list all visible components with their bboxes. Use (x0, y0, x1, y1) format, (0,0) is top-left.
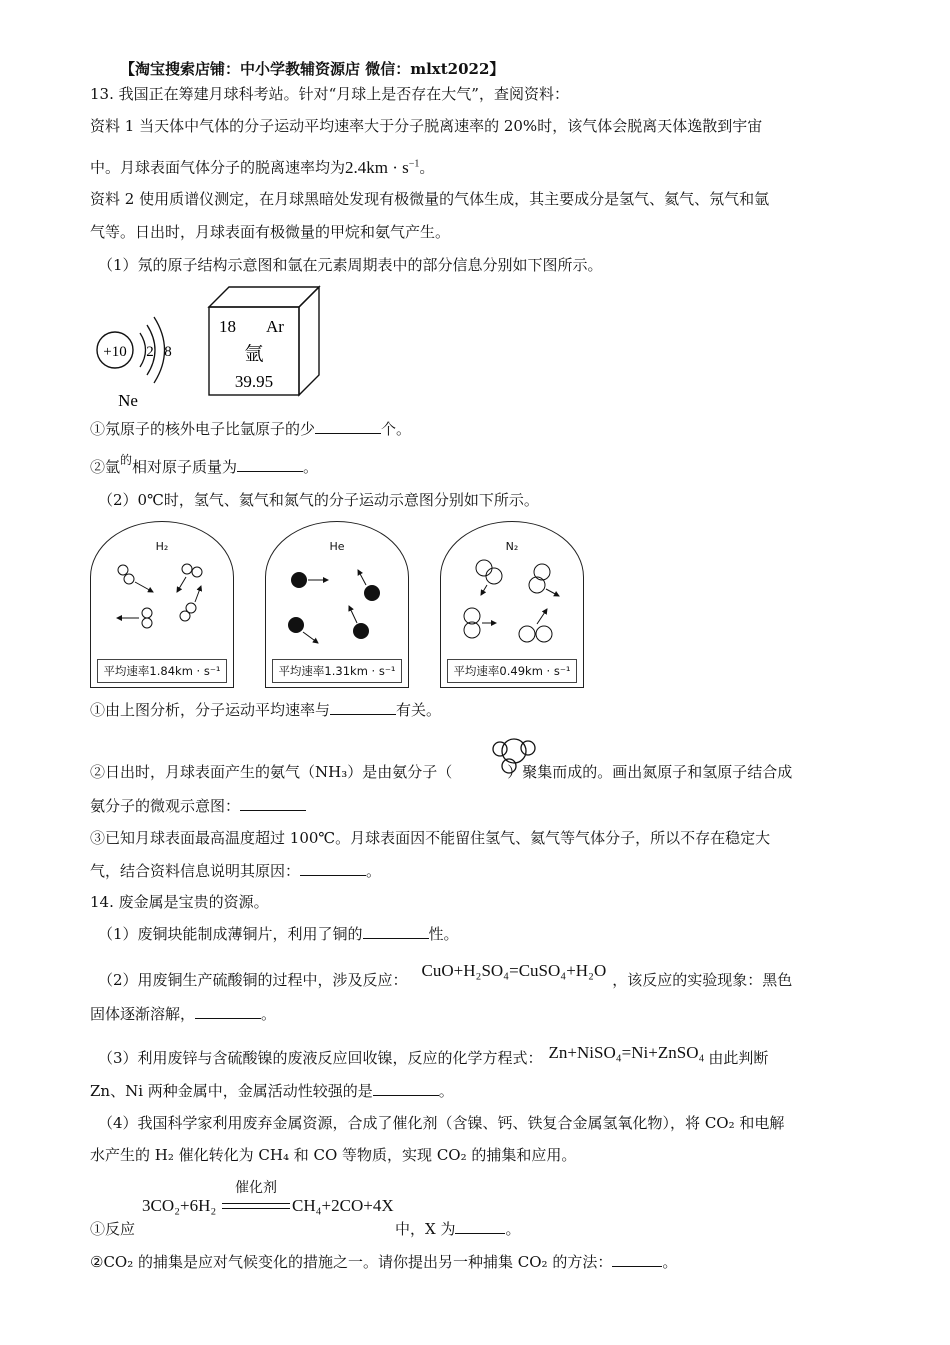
ne-shell-1: 2 (146, 344, 154, 360)
q14-part2-line2 (90, 1004, 276, 1024)
answer-blank[interactable] (455, 1219, 505, 1234)
answer-blank[interactable] (363, 924, 429, 939)
q13-p2-q1 (90, 700, 441, 720)
q14-p3-equation: Zn+NiSO₄=Ni+ZnSO₄ (548, 1043, 705, 1062)
q13-p2-q1-text: ①由上图分析，分子运动平均速率与 (90, 701, 331, 719)
q14-p4-q1-text: ①反应 (90, 1220, 136, 1238)
q14-intro: 14. 废金属是宝贵的资源。 (90, 893, 269, 911)
n2-molecules (441, 552, 585, 652)
ar-atomic-number: 18 (219, 317, 236, 336)
q13-p1-q1-text: ①氖原子的核外电子比氩原子的少 (90, 420, 316, 438)
q14-p2-text3: 固体逐渐溶解， (90, 1005, 196, 1023)
q14-p1-text: （1）废铜块能制成薄铜片，利用了铜的 (98, 925, 363, 943)
q13-p2-q2-line2 (90, 796, 306, 816)
escape-speed-value: 2.4km · s (345, 157, 409, 177)
q13-material2-line1: 资料 2 使用质谱仪测定，在月球黑暗处发现有极微量的气体生成，其主要成分是氢气、氦气、氖气和氩 (90, 190, 770, 208)
q13-p1-q2 (90, 453, 319, 478)
q14-part3-line1 (98, 1043, 769, 1068)
h2-rate: 平均速率1.84km · s⁻¹ (97, 659, 227, 683)
q14-p4-q2 (90, 1252, 677, 1272)
he-atoms (266, 552, 410, 652)
q14-p4-q1-end: 。 (505, 1220, 521, 1238)
he-dome (265, 521, 409, 688)
ar-name: 氩 (244, 344, 264, 365)
q14-p3-text2: 由此判断 (708, 1049, 769, 1067)
q14-p4-eq-left: 3CO₂+6H₂ (142, 1196, 217, 1215)
catalyst-label: 催化剂 (235, 1180, 277, 1196)
answer-blank[interactable] (237, 457, 303, 472)
q14-p4-q2-text: ②CO₂ 的捕集是应对气候变化的措施之一。请你提出另一种捕集 CO₂ 的方法： (90, 1253, 613, 1271)
he-rate: 平均速率1.31km · s⁻¹ (272, 659, 402, 683)
q13-material2-line2: 气等。日出时，月球表面有极微量的甲烷和氨气产生。 (90, 223, 451, 241)
h2-dome (90, 521, 234, 688)
q13-p2-q3-line1: ③已知月球表面最高温度超过 100℃。月球表面因不能留住氢气、氦气等气体分子，所以不存在稳定大 (90, 829, 771, 847)
answer-blank[interactable] (330, 700, 396, 715)
q14-part4-line1: （4）我国科学家利用废弃金属资源，合成了催化剂（含镍、钙、铁复合金属氢氧化物），将 CO₂ 和电解 (98, 1114, 785, 1132)
q14-p4-q1 (90, 1219, 520, 1239)
q14-p3-text3: Zn、Ni 两种金属中，金属活动性较强的是 (90, 1082, 373, 1100)
q14-p3-end: 。 (438, 1082, 454, 1100)
q14-part2-line1 (98, 961, 793, 990)
q13-p2-q2-text2: ）聚集而成的。画出氮原子和氢原子结合成 (507, 763, 793, 781)
answer-blank[interactable] (612, 1252, 662, 1267)
mat1-text: 中。月球表面气体分子的脱离速率均为 (90, 158, 346, 177)
q14-p2-equation: CuO+H₂SO₄=CuSO₄+H₂O (421, 961, 607, 980)
argon-element-cell (205, 283, 325, 398)
q13-p1-q2-text2: 相对原子质量为 (132, 458, 238, 476)
escape-speed (345, 158, 419, 177)
ar-mass: 39.95 (234, 372, 274, 391)
q13-p2-q1-end: 有关。 (396, 701, 442, 719)
ar-symbol: Ar (266, 317, 284, 336)
h2-label: H₂ (155, 540, 169, 553)
q14-p4-q2-end: 。 (662, 1253, 678, 1271)
q13-p2-q2-text: ②日出时，月球表面产生的氨气（NH₃）是由氨分子（ (90, 763, 453, 781)
q13-p1-q2-text: ②氩 (90, 458, 121, 476)
n2-label: N₂ (505, 540, 519, 553)
escape-speed-exp: −1 (408, 158, 420, 169)
q13-p2-q2-text3: 氨分子的微观示意图： (90, 797, 241, 815)
mat1-end: 。 (419, 158, 435, 177)
q13-material1-line2 (90, 154, 434, 178)
q14-part4-line2: 水产生的 H₂ 催化转化为 CH₄ 和 CO 等物质，实现 CO₂ 的捕集和应用。 (90, 1146, 577, 1164)
q14-part3-line2 (90, 1081, 454, 1101)
equals-sign (222, 1203, 290, 1209)
header-banner: 【淘宝搜索店铺：中小学教辅资源店 微信：mlxt2022】 (120, 60, 505, 78)
answer-blank[interactable] (373, 1081, 439, 1096)
q14-p2-text2: ，该反应的实验现象：黑色 (612, 971, 793, 989)
q14-p2-text: （2）用废铜生产硫酸铜的过程中，涉及反应： (98, 971, 408, 989)
answer-blank[interactable] (195, 1004, 261, 1019)
q14-p2-end: 。 (261, 1005, 277, 1023)
n2-rate: 平均速率0.49km · s⁻¹ (447, 659, 577, 683)
neon-atom-diagram (85, 315, 195, 415)
q13-p1-q1 (90, 419, 411, 439)
answer-blank[interactable] (240, 796, 306, 811)
q14-part1 (98, 924, 459, 944)
ne-nucleus: +10 (103, 344, 127, 360)
q14-p1-end: 性。 (428, 925, 459, 943)
q13-p2-q2-line1 (90, 762, 792, 782)
q13-p2-q3-line2 (90, 861, 381, 881)
q13-material1-line1: 资料 1 当天体中气体的分子运动平均速率大于分子脱离速率的 20%时，该气体会脱离天体逸散到宇宙 (90, 117, 763, 135)
q14-p3-text: （3）利用废锌与含硫酸镍的废液反应回收镍，反应的化学方程式： (98, 1049, 543, 1067)
q13-part1: （1）氖的原子结构示意图和氩在元素周期表中的部分信息分别如下图所示。 (98, 256, 603, 274)
q13-p2-q3-end: 。 (366, 862, 382, 880)
q13-part2: （2）0℃时，氢气、氦气和氮气的分子运动示意图分别如下所示。 (98, 491, 539, 509)
h2-molecules (91, 552, 235, 652)
q13-intro: 13. 我国正在筹建月球科考站。针对“月球上是否存在大气”，查阅资料： (90, 85, 569, 103)
answer-blank[interactable] (300, 861, 366, 876)
ne-label: Ne (118, 391, 138, 410)
answer-blank[interactable] (315, 419, 381, 434)
ne-shell-2: 8 (164, 344, 172, 360)
n2-dome (440, 521, 584, 688)
q13-p1-q2-end: 。 (303, 458, 319, 476)
q14-p4-eq-right: CH₄+2CO+4X (292, 1196, 394, 1215)
q13-p2-q3-text: 气，结合资料信息说明其原因： (90, 862, 301, 880)
q13-p1-q2-de: 的 (120, 453, 133, 467)
q13-p1-q1-end: 个。 (381, 420, 412, 438)
he-label: He (329, 540, 345, 553)
q14-p4-q1-text2: 中，X 为 (395, 1220, 456, 1238)
